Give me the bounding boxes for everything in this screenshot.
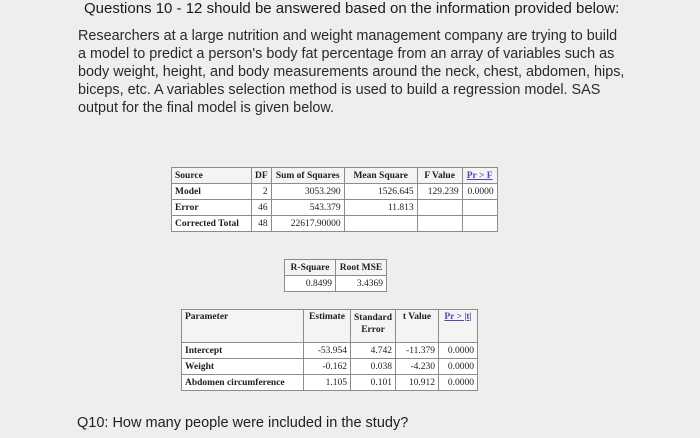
params-tvalue-cell: 10.912 xyxy=(396,375,439,391)
paragraph-line: Researchers at a large nutrition and weight management company are trying to build xyxy=(78,28,618,44)
params-header-tvalue: t Value xyxy=(396,310,439,343)
paragraph-line: body weight, height, and body measurements around the neck, chest, abdomen, hips, xyxy=(78,64,625,80)
anova-source-cell: Model xyxy=(172,184,252,200)
table-row xyxy=(182,375,478,391)
params-stderr-cell: 4.742 xyxy=(351,343,396,359)
table-row xyxy=(172,184,498,200)
anova-ss-cell: 22617.90000 xyxy=(271,216,344,232)
anova-f-cell: 129.239 xyxy=(417,184,462,200)
params-stderr-cell: 0.038 xyxy=(351,359,396,375)
anova-ms-cell xyxy=(344,216,417,232)
params-stderr-cell: 0.101 xyxy=(351,375,396,391)
anova-header-f: F Value xyxy=(417,168,462,184)
table-row xyxy=(182,359,478,375)
params-header-stderr: Standard Error xyxy=(351,310,396,343)
anova-header-ss: Sum of Squares xyxy=(271,168,344,184)
anova-source-cell: Corrected Total xyxy=(172,216,252,232)
fit-header-rootmse: Root MSE xyxy=(336,260,387,276)
anova-header-row xyxy=(172,168,498,184)
anova-pr-cell xyxy=(462,200,497,216)
params-estimate-cell: -0.162 xyxy=(304,359,351,375)
table-row xyxy=(172,200,498,216)
params-header-row xyxy=(182,310,478,343)
anova-pr-cell: 0.0000 xyxy=(462,184,497,200)
problem-description xyxy=(78,27,678,117)
params-parameter-cell: Abdomen circumference xyxy=(182,375,304,391)
anova-header-pr: Pr > F xyxy=(462,168,497,184)
anova-ss-cell: 3053.290 xyxy=(271,184,344,200)
params-estimate-cell: -53.954 xyxy=(304,343,351,359)
paragraph-line: a model to predict a person's body fat percentage from an array of variables such as xyxy=(78,46,615,62)
anova-df-cell: 46 xyxy=(252,200,272,216)
anova-f-cell xyxy=(417,216,462,232)
params-tvalue-cell: -4.230 xyxy=(396,359,439,375)
anova-source-cell: Error xyxy=(172,200,252,216)
params-estimate-cell: 1.105 xyxy=(304,375,351,391)
paragraph-line: biceps, etc. A variables selection method is used to build a regression model. SAS xyxy=(78,82,601,98)
anova-ms-cell: 11.813 xyxy=(344,200,417,216)
anova-ms-cell: 1526.645 xyxy=(344,184,417,200)
anova-f-cell xyxy=(417,200,462,216)
anova-table xyxy=(171,167,498,232)
anova-ss-cell: 543.379 xyxy=(271,200,344,216)
params-parameter-cell: Intercept xyxy=(182,343,304,359)
params-header-estimate: Estimate xyxy=(304,310,351,343)
fit-rootmse-cell: 3.4369 xyxy=(336,276,387,292)
fit-statistics-table xyxy=(284,259,387,292)
table-row xyxy=(182,343,478,359)
params-pr-cell: 0.0000 xyxy=(439,375,478,391)
params-pr-cell: 0.0000 xyxy=(439,359,478,375)
params-tvalue-cell: -11.379 xyxy=(396,343,439,359)
fit-rsquare-cell: 0.8499 xyxy=(285,276,336,292)
table-row xyxy=(285,276,387,292)
paragraph-line: output for the final model is given below. xyxy=(78,100,334,116)
params-header-parameter: Parameter xyxy=(182,310,304,343)
anova-df-cell: 2 xyxy=(252,184,272,200)
fit-header-row xyxy=(285,260,387,276)
params-header-pr: Pr > |t| xyxy=(439,310,478,343)
parameter-estimates-table xyxy=(181,309,478,391)
fit-header-rsquare: R-Square xyxy=(285,260,336,276)
table-row xyxy=(172,216,498,232)
anova-header-df: DF xyxy=(252,168,272,184)
anova-header-ms: Mean Square xyxy=(344,168,417,184)
params-pr-cell: 0.0000 xyxy=(439,343,478,359)
anova-df-cell: 48 xyxy=(252,216,272,232)
params-parameter-cell: Weight xyxy=(182,359,304,375)
question-q10: Q10: How many people were included in the study? xyxy=(77,415,409,431)
anova-pr-cell xyxy=(462,216,497,232)
anova-header-source: Source xyxy=(172,168,252,184)
questions-header: Questions 10 - 12 should be answered based on the information provided below: xyxy=(84,0,620,17)
